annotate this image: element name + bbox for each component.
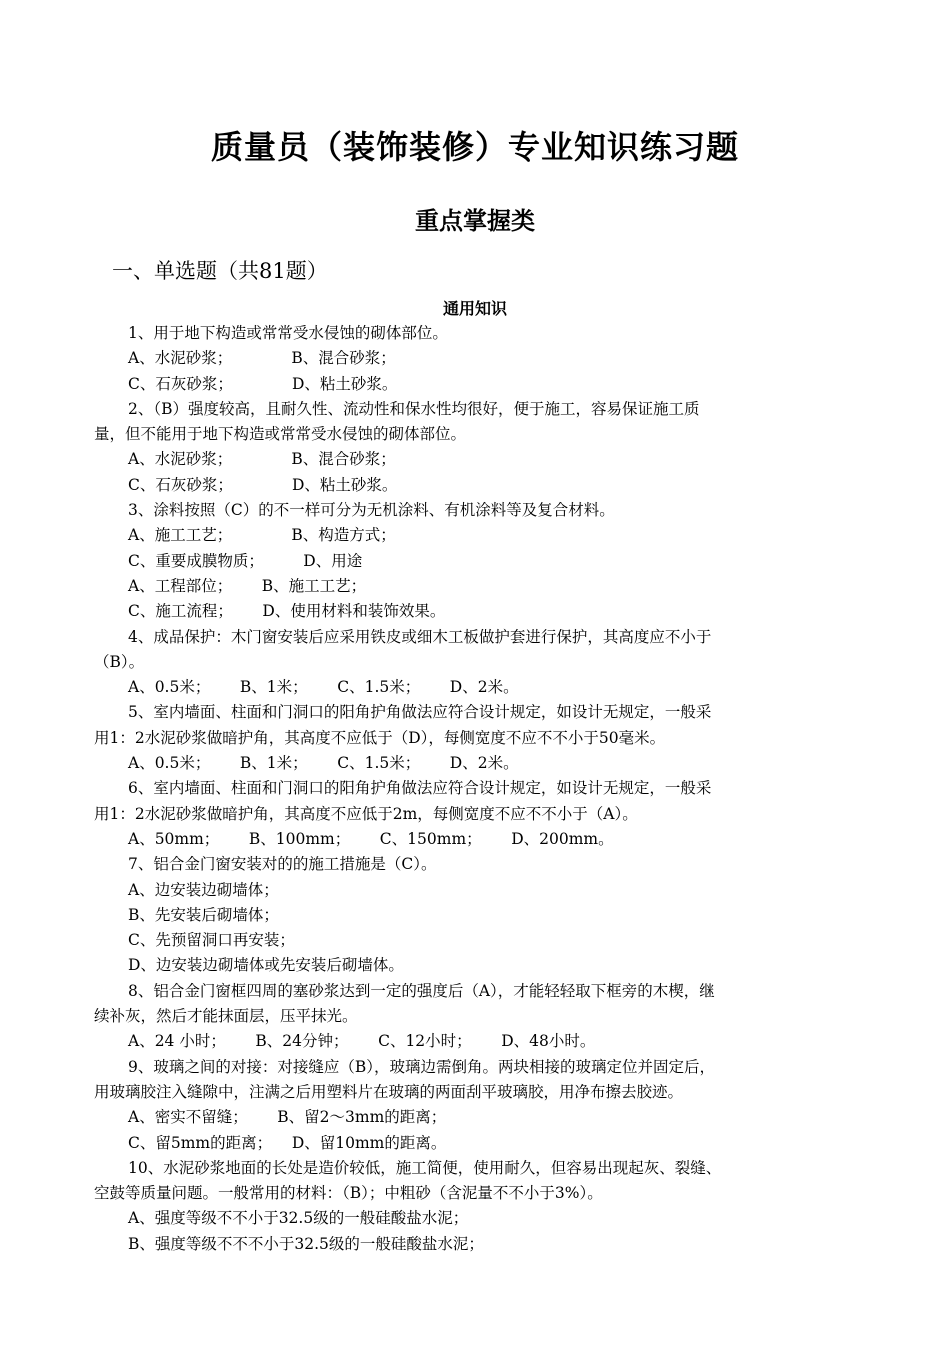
text-line: 3、涂料按照（C）的不一样可分为无机涂料、有机涂料等及复合材料。: [128, 501, 615, 520]
text-line: 用1：2水泥砂浆做暗护角，其高度不应低于2m，每侧宽度不应不不小于（A）。: [94, 804, 638, 823]
section-heading: 一、单选题（共81题）: [112, 259, 328, 283]
text-line: A、水泥砂浆； B、混合砂浆；: [128, 349, 396, 368]
text-line: A、强度等级不不小于32.5级的一般硅酸盐水泥；: [128, 1209, 469, 1228]
subsection-heading: 通用知识: [442, 299, 507, 318]
text-line: 用1：2水泥砂浆做暗护角，其高度不应低于（D），每侧宽度不应不不小于50毫米。: [94, 728, 666, 747]
text-line: 4、成品保护：木门窗安装后应采用铁皮或细木工板做护套进行保护，其高度应不小于: [128, 627, 712, 646]
text-line: 续补灰，然后才能抹面层，压平抹光。: [94, 1007, 358, 1026]
text-line: A、工程部位； B、施工工艺；: [128, 576, 367, 595]
text-line: B、先安装后砌墙体；: [128, 905, 279, 924]
text-line: C、先预留洞口再安装；: [128, 931, 295, 950]
text-line: 8、铝合金门窗框四周的塞砂浆达到一定的强度后（A），才能轻轻取下框旁的木楔，继: [128, 981, 715, 1000]
text-line: 2、（B）强度较高，且耐久性、流动性和保水性均很好，便于施工，容易保证施工质: [128, 399, 700, 418]
text-line: 7、铝合金门窗安装对的的施工措施是（C）。: [128, 855, 437, 874]
text-line: （B）。: [94, 652, 145, 671]
text-line: 9、玻璃之间的对接：对接缝应（B），玻璃边需倒角。两块相接的玻璃定位并固定后，: [128, 1057, 716, 1076]
text-line: A、边安装边砌墙体；: [128, 880, 279, 899]
document-subtitle: 重点掌握类: [415, 207, 535, 235]
text-line: 量，但不能用于地下构造或常常受水侵蚀的砌体部位。: [94, 425, 467, 444]
text-line: A、施工工艺； B、构造方式；: [128, 526, 396, 545]
text-line: B、强度等级不不不小于32.5级的一般硅酸盐水泥；: [128, 1234, 484, 1253]
text-line: 6、室内墙面、柱面和门洞口的阳角护角做法应符合设计规定，如设计无规定，一般采: [128, 779, 712, 798]
text-line: C、石灰砂浆； D、粘土砂浆。: [128, 374, 398, 393]
text-line: C、施工流程； D、使用材料和装饰效果。: [128, 602, 446, 621]
text-line: C、重要成膜物质； D、用途: [128, 551, 363, 570]
text-line: C、留5mm的距离； D、留10mm的距离。: [128, 1133, 447, 1152]
text-line: C、石灰砂浆； D、粘土砂浆。: [128, 475, 398, 494]
document-title: 质量员（装饰装修）专业知识练习题: [210, 128, 739, 166]
text-line: A、水泥砂浆； B、混合砂浆；: [128, 450, 396, 469]
text-line: D、边安装边砌墙体或先安装后砌墙体。: [128, 956, 404, 975]
text-line: A、24 小时； B、24分钟； C、12小时； D、48小时。: [128, 1032, 596, 1051]
text-line: A、0.5米； B、1米； C、1.5米； D、2米。: [128, 754, 519, 773]
text-line: 10、水泥砂浆地面的长处是造价较低，施工简便，使用耐久，但容易出现起灰、裂缝、: [128, 1158, 722, 1177]
text-line: A、0.5米； B、1米； C、1.5米； D、2米。: [128, 678, 519, 697]
document-body: [94, 321, 854, 1257]
text-line: 用玻璃胶注入缝隙中，注满之后用塑料片在玻璃的两面刮平玻璃胶，用净布擦去胶迹。: [94, 1082, 684, 1101]
text-line: A、50mm； B、100mm； C、150mm； D、200mm。: [128, 829, 614, 848]
text-line: 空鼓等质量问题。一般常用的材料：（B）；中粗砂（含泥量不不小于3%）。: [94, 1184, 603, 1203]
text-line: 1、用于地下构造或常常受水侵蚀的砌体部位。: [128, 324, 448, 342]
text-line: 5、室内墙面、柱面和门洞口的阳角护角做法应符合设计规定，如设计无规定，一般采: [128, 703, 712, 722]
text-line: A、密实不留缝； B、留2～3mm的距离；: [128, 1108, 447, 1127]
